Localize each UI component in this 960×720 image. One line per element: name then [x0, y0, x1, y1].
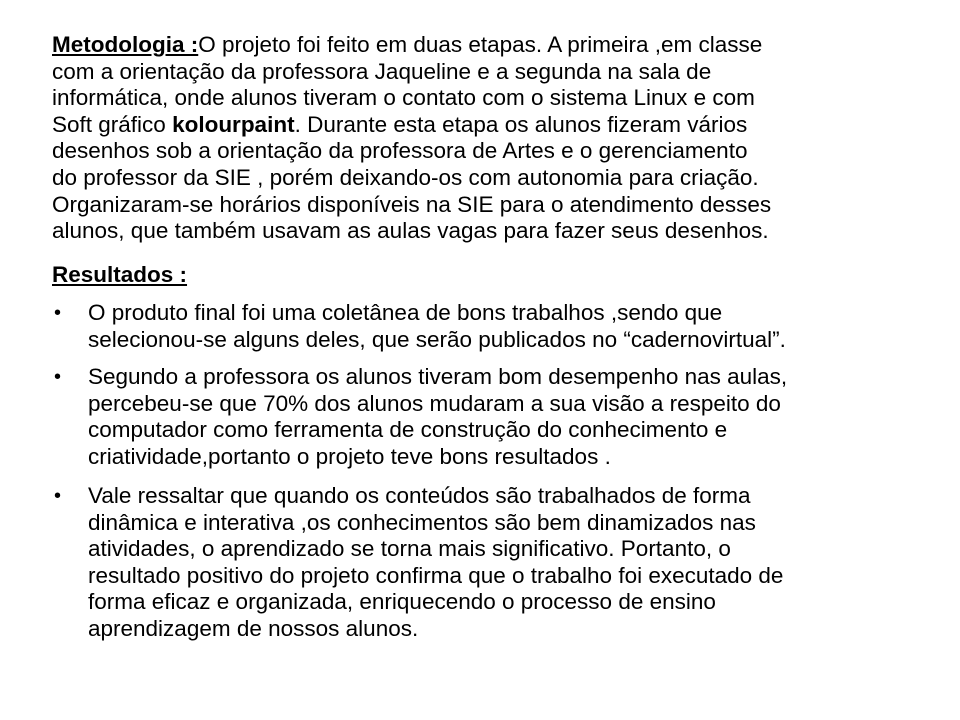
metodologia-heading: Metodologia : — [52, 32, 199, 57]
metodologia-line-7: Organizaram-se horários disponíveis na SIE para o atendimento desses — [52, 191, 772, 217]
metodologia-line-2: com a orientação da professora Jaqueline e a segunda na sala de — [52, 58, 712, 84]
metodologia-paragraph — [52, 32, 960, 245]
bullet-3-line-1: Vale ressaltar que quando os conteúdos são trabalhados de forma — [88, 483, 751, 508]
bullet-icon: • — [54, 485, 62, 507]
bullet-icon: • — [54, 302, 62, 324]
bullet-2-line-4: criatividade,portanto o projeto teve bons resultados . — [88, 443, 611, 469]
metodologia-line-5: desenhos sob a orientação da professora de Artes e o gerenciamento — [52, 138, 748, 164]
metodologia-line-4: Soft gráfico kolourpaint. Durante esta etapa os alunos fizeram vários — [52, 111, 748, 137]
bullet-3-line-3: atividades, o aprendizado se torna mais significativo. Portanto, o — [88, 536, 731, 562]
metodologia-line-1: Metodologia :O projeto foi feito em duas etapas. A primeira ,em classe — [52, 32, 763, 57]
software-name: kolourpaint — [172, 111, 295, 137]
result-bullet-2 — [52, 364, 932, 470]
bullet-3-line-2: dinâmica e interativa ,os conhecimentos são bem dinamizados nas — [88, 509, 756, 535]
bullet-2-line-1: Segundo a professora os alunos tiveram bom desempenho nas aulas, — [88, 364, 788, 389]
resultados-heading-row — [52, 262, 932, 289]
result-bullet-1 — [52, 300, 932, 353]
metodologia-line-6: do professor da SIE , porém deixando-os com autonomia para criação. — [52, 164, 759, 190]
metodologia-line-3: informática, onde alunos tiveram o contato com o sistema Linux e com — [52, 85, 755, 111]
bullet-2-line-3: computador como ferramenta de construção do conhecimento e — [88, 417, 728, 443]
bullet-1-line-2: selecionou-se alguns deles, que serão publicados no “cadernovirtual”. — [88, 326, 786, 352]
bullet-1-line-1: O produto final foi uma coletânea de bons trabalhos ,sendo que — [88, 300, 723, 325]
metodologia-line-8: alunos, que também usavam as aulas vagas para fazer seus desenhos. — [52, 218, 769, 244]
bullet-3-line-4: resultado positivo do projeto confirma que o trabalho foi executado de — [88, 562, 784, 588]
result-bullet-3 — [52, 483, 932, 643]
bullet-2-line-2: percebeu-se que 70% dos alunos mudaram a sua visão a respeito do — [88, 390, 781, 416]
bullet-icon: • — [54, 366, 62, 388]
bullet-3-line-5: forma eficaz e organizada, enriquecendo o processo de ensino — [88, 589, 716, 615]
resultados-heading: Resultados : — [52, 262, 188, 287]
bullet-3-line-6: aprendizagem de nossos alunos. — [88, 615, 419, 641]
